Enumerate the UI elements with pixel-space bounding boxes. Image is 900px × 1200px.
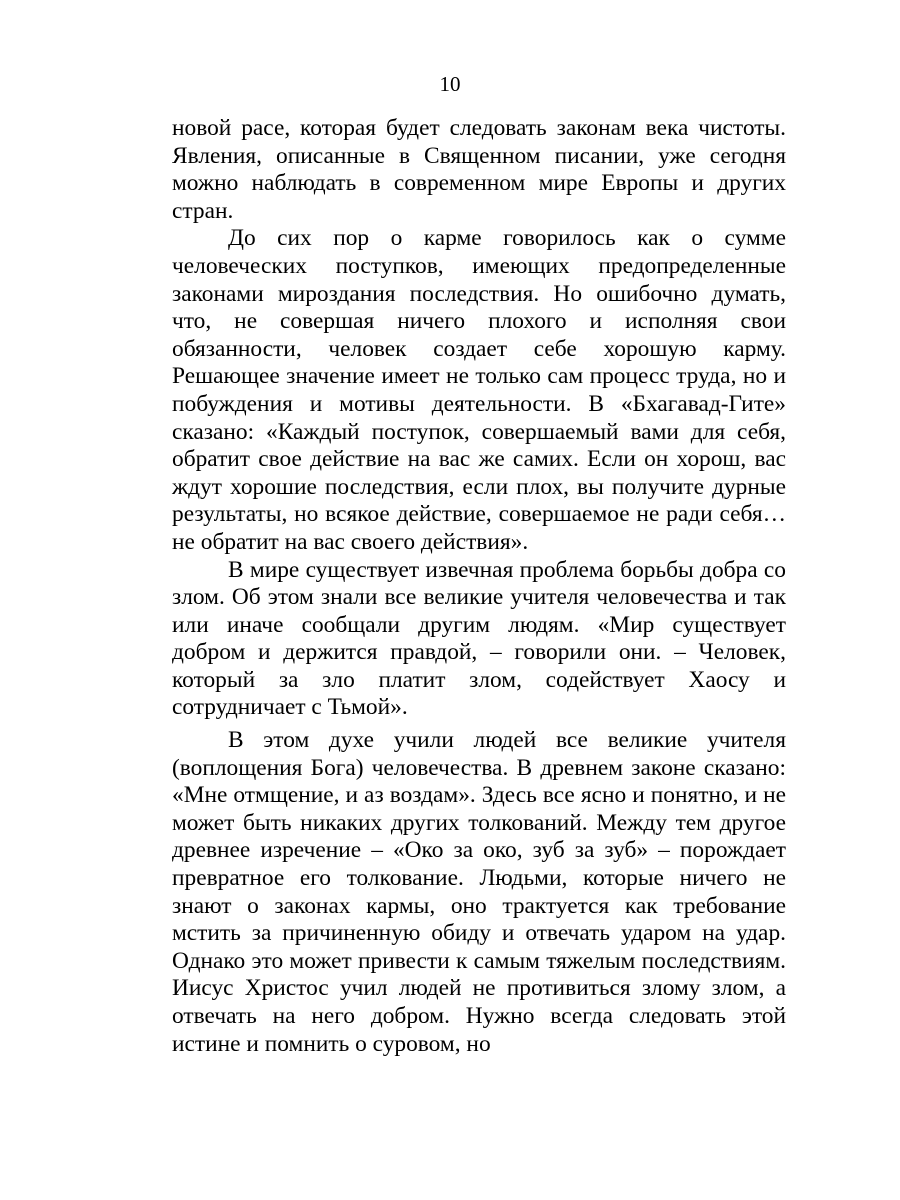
page-number: 10 (439, 72, 461, 96)
page-text-body (172, 115, 786, 1058)
paragraph-continuation: новой расе, которая будет следовать законам века чистоты. Явления, описанные в Священном писании, уже сегодня можно наблюдать в современном мире Европы и других стран. (172, 115, 786, 224)
paragraph-karma-definition: До сих пор о карме говорилось как о сумме человеческих поступков, имеющих предопределенные законами мироздания последствия. Но ошибочно думать, что, не совершая ничего плохого и исполняя свои обязанности, человек создает себе хорошую карму. Решающее значение имеет не только сам процесс труда, но и побуждения и мотивы деятельности. В «Бхагавад-Гите» сказано: «Каждый поступок, совершаемый вами для себя, обратит свое действие на вас же самих. Если он хорош, вас ждут хорошие последствия, если плох, вы получите дурные результаты, но всякое действие, совершаемое не ради себя… не обратит на вас своего действия». (172, 225, 786, 555)
paragraph-good-and-evil: В мире существует извечная проблема борьбы добра со злом. Об этом знали все великие учителя человечества и так или иначе сообщали другим людям. «Мир существует добром и держится правдой, – говорили они. – Человек, который за зло платит злом, содействует Хаосу и сотрудничает с Тьмой». (172, 556, 786, 721)
paragraph-great-teachers: В этом духе учили людей все великие учителя (воплощения Бога) человечества. В древнем законе сказано: «Мне отмщение, и аз воздам». Здесь все ясно и понятно, и не может быть никаких других толкований. Между тем другое древнее изречение – «Око за око, зуб за зуб» – порождает превратное его толкование. Людьми, которые ничего не знают о законах кармы, оно трактуется как требование мстить за причиненную обиду и отвечать ударом на удар. Однако это может привести к самым тяжелым последствиям. Иисус Христос учил людей не противиться злому злом, а отвечать на него добром. Нужно всегда следовать этой истине и помнить о суровом, но (172, 727, 786, 1057)
